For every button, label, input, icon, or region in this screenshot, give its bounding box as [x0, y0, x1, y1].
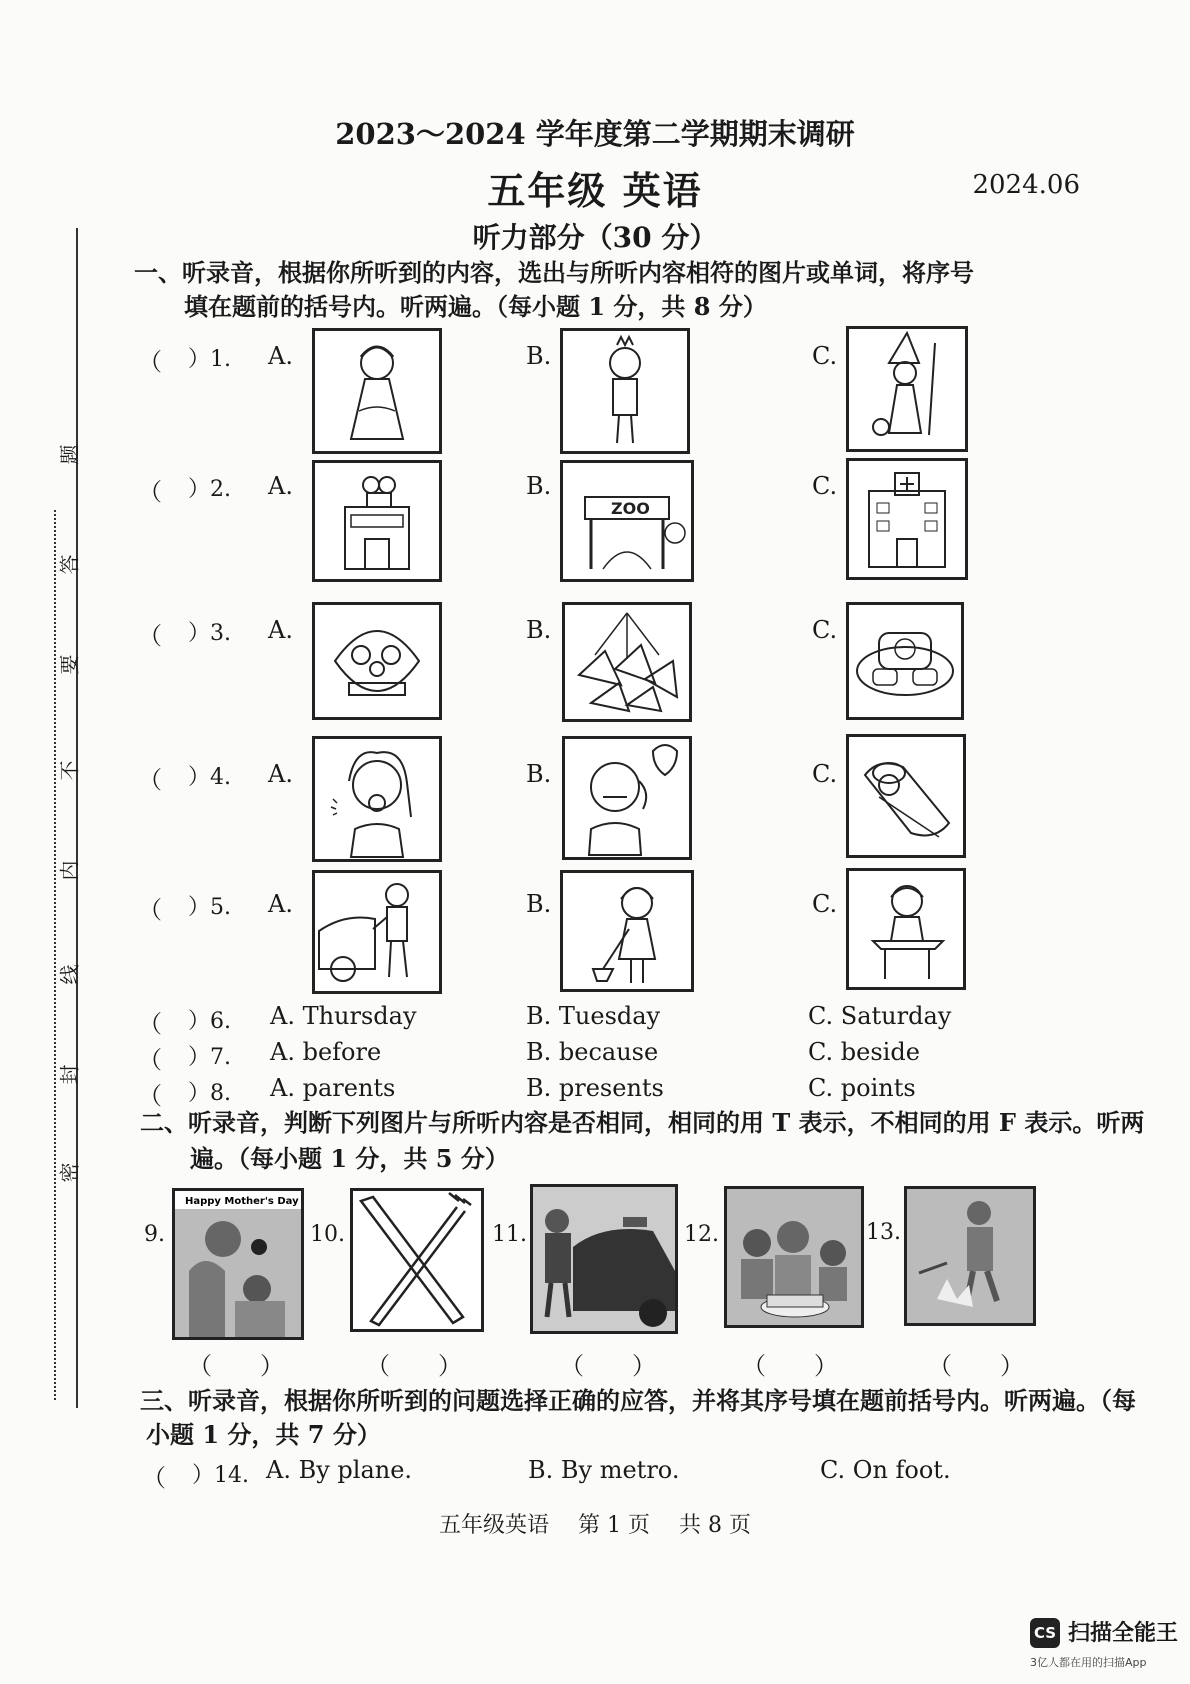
section2-instruction: 二、听录音，判断下列图片与所听内容是否相同，相同的用 T 表示，不相同的用 F 表示。听两: [140, 1108, 1145, 1137]
binding-char: 不: [57, 760, 82, 781]
binding-char: 封: [57, 1064, 82, 1085]
section2-instruction-cont: 遍。（每小题 1 分，共 5 分）: [190, 1144, 509, 1173]
binding-char: 线: [57, 964, 82, 985]
option-label: C.: [812, 616, 838, 644]
option-label: B.: [526, 616, 552, 644]
section1-instruction-cont: 填在题前的括号内。听两遍。（每小题 1 分，共 8 分）: [184, 292, 767, 321]
exam-subtitle: 五年级 英语: [487, 168, 703, 213]
page-footer: 五年级英语 第 1 页 共 8 页: [439, 1513, 751, 1538]
mothers-day-icon: [172, 1188, 304, 1340]
svg-text:ZOO: ZOO: [611, 499, 650, 518]
option-label: B.: [526, 472, 552, 500]
answer-bracket[interactable]: （: [138, 766, 162, 794]
option-presents: B. presents: [526, 1074, 664, 1102]
option-label: C.: [812, 890, 838, 918]
option-on-foot: C. On foot.: [820, 1456, 951, 1484]
prince-icon: [560, 328, 690, 454]
option-label: C.: [812, 342, 838, 370]
knife-fork-icon: [350, 1188, 484, 1332]
option-label: A.: [268, 890, 293, 918]
binding-char: 答: [57, 554, 82, 575]
answer-bracket[interactable]: （: [142, 1464, 166, 1492]
answer-bracket-11[interactable]: （ ）: [560, 1352, 656, 1380]
answer-bracket[interactable]: （: [138, 622, 162, 650]
answer-bracket[interactable]: （: [138, 348, 162, 376]
camscanner-logo: CS: [1030, 1618, 1060, 1648]
binding-char: 密: [57, 1162, 82, 1183]
option-tuesday: B. Tuesday: [526, 1002, 661, 1030]
option-label: A.: [268, 760, 293, 788]
answer-bracket-12[interactable]: （ ）: [742, 1352, 838, 1380]
option-label: C.: [812, 472, 838, 500]
camscanner-name: 扫描全能王: [1068, 1621, 1179, 1646]
camscanner-tagline: 3亿人都在用的扫描App: [1030, 1656, 1147, 1669]
exam-date: 2024.06: [972, 170, 1080, 200]
option-thursday: A. Thursday: [270, 1002, 417, 1030]
answer-bracket-10[interactable]: （ ）: [366, 1352, 462, 1380]
question-number: ）6.: [188, 1009, 231, 1034]
option-because: B. because: [526, 1038, 659, 1066]
toothache-icon: [562, 736, 692, 860]
princess-icon: [312, 328, 442, 454]
taxi-icon: [530, 1184, 678, 1334]
item-number: 11.: [492, 1222, 527, 1247]
section1-instruction: 一、听录音，根据你所听到的内容，选出与所听内容相符的图片或单词，将序号: [134, 258, 974, 287]
zongzi-icon: [562, 602, 692, 722]
question-number: ）4.: [188, 765, 231, 790]
item-number: 10.: [310, 1222, 345, 1247]
option-points: C. points: [808, 1074, 916, 1102]
option-by-plane: A. By plane.: [266, 1456, 413, 1484]
option-label: A.: [268, 616, 293, 644]
witch-icon: [846, 326, 968, 452]
question-number: ）1.: [188, 347, 231, 372]
cinema-icon: [312, 460, 442, 582]
listening-title: 听力部分（30 分）: [472, 221, 718, 254]
binding-char: 内: [57, 860, 82, 881]
answer-bracket[interactable]: （: [138, 896, 162, 924]
sick-in-bed-icon: [846, 734, 966, 858]
question-number: ）5.: [188, 895, 231, 920]
answer-bracket[interactable]: （: [138, 478, 162, 506]
hospital-icon: [846, 458, 968, 580]
fireworks-icon: [904, 1186, 1036, 1326]
zoo-icon: [560, 460, 694, 582]
item-number: 13.: [866, 1220, 901, 1245]
question-number: ）8.: [188, 1081, 231, 1106]
option-by-metro: B. By metro.: [528, 1456, 680, 1484]
binding-line: [76, 228, 78, 1408]
question-number: ）3.: [188, 621, 231, 646]
sweep-floor-icon: [560, 870, 694, 992]
mooncake-icon: [846, 602, 964, 720]
binding-dashed-line: [54, 510, 56, 1400]
item-number: 9.: [144, 1222, 165, 1247]
option-label: B.: [526, 760, 552, 788]
do-homework-icon: [846, 868, 966, 990]
item-number: 12.: [684, 1222, 719, 1247]
answer-bracket[interactable]: （: [138, 1010, 162, 1038]
answer-bracket-13[interactable]: （ ）: [928, 1352, 1024, 1380]
answer-bracket[interactable]: （: [138, 1046, 162, 1074]
exam-title: 2023～2024 学年度第二学期期末调研: [335, 117, 855, 151]
section3-instruction: 三、听录音，根据你所听到的问题选择正确的应答，并将其序号填在题前括号内。听两遍。（每: [140, 1386, 1136, 1415]
answer-bracket-9[interactable]: （ ）: [188, 1352, 284, 1380]
wash-car-icon: [312, 870, 442, 994]
binding-char: 要: [57, 654, 82, 675]
option-label: A.: [268, 472, 293, 500]
banner-text: Happy Mother's Day: [185, 1196, 299, 1207]
birthday-party-icon: [724, 1186, 864, 1328]
question-number: ）2.: [188, 477, 231, 502]
question-number: ）14.: [192, 1463, 249, 1488]
option-saturday: C. Saturday: [808, 1002, 952, 1030]
option-before: A. before: [270, 1038, 382, 1066]
binding-char: 题: [57, 444, 82, 465]
option-parents: A. parents: [270, 1074, 396, 1102]
question-number: ）7.: [188, 1045, 231, 1070]
option-label: C.: [812, 760, 838, 788]
section3-instruction-cont: 小题 1 分，共 7 分）: [146, 1420, 381, 1449]
option-label: A.: [268, 342, 293, 370]
option-beside: C. beside: [808, 1038, 920, 1066]
answer-bracket[interactable]: （: [138, 1082, 162, 1110]
option-label: B.: [526, 890, 552, 918]
cough-icon: [312, 736, 442, 862]
family-reunion-icon: [312, 602, 442, 720]
option-label: B.: [526, 342, 552, 370]
